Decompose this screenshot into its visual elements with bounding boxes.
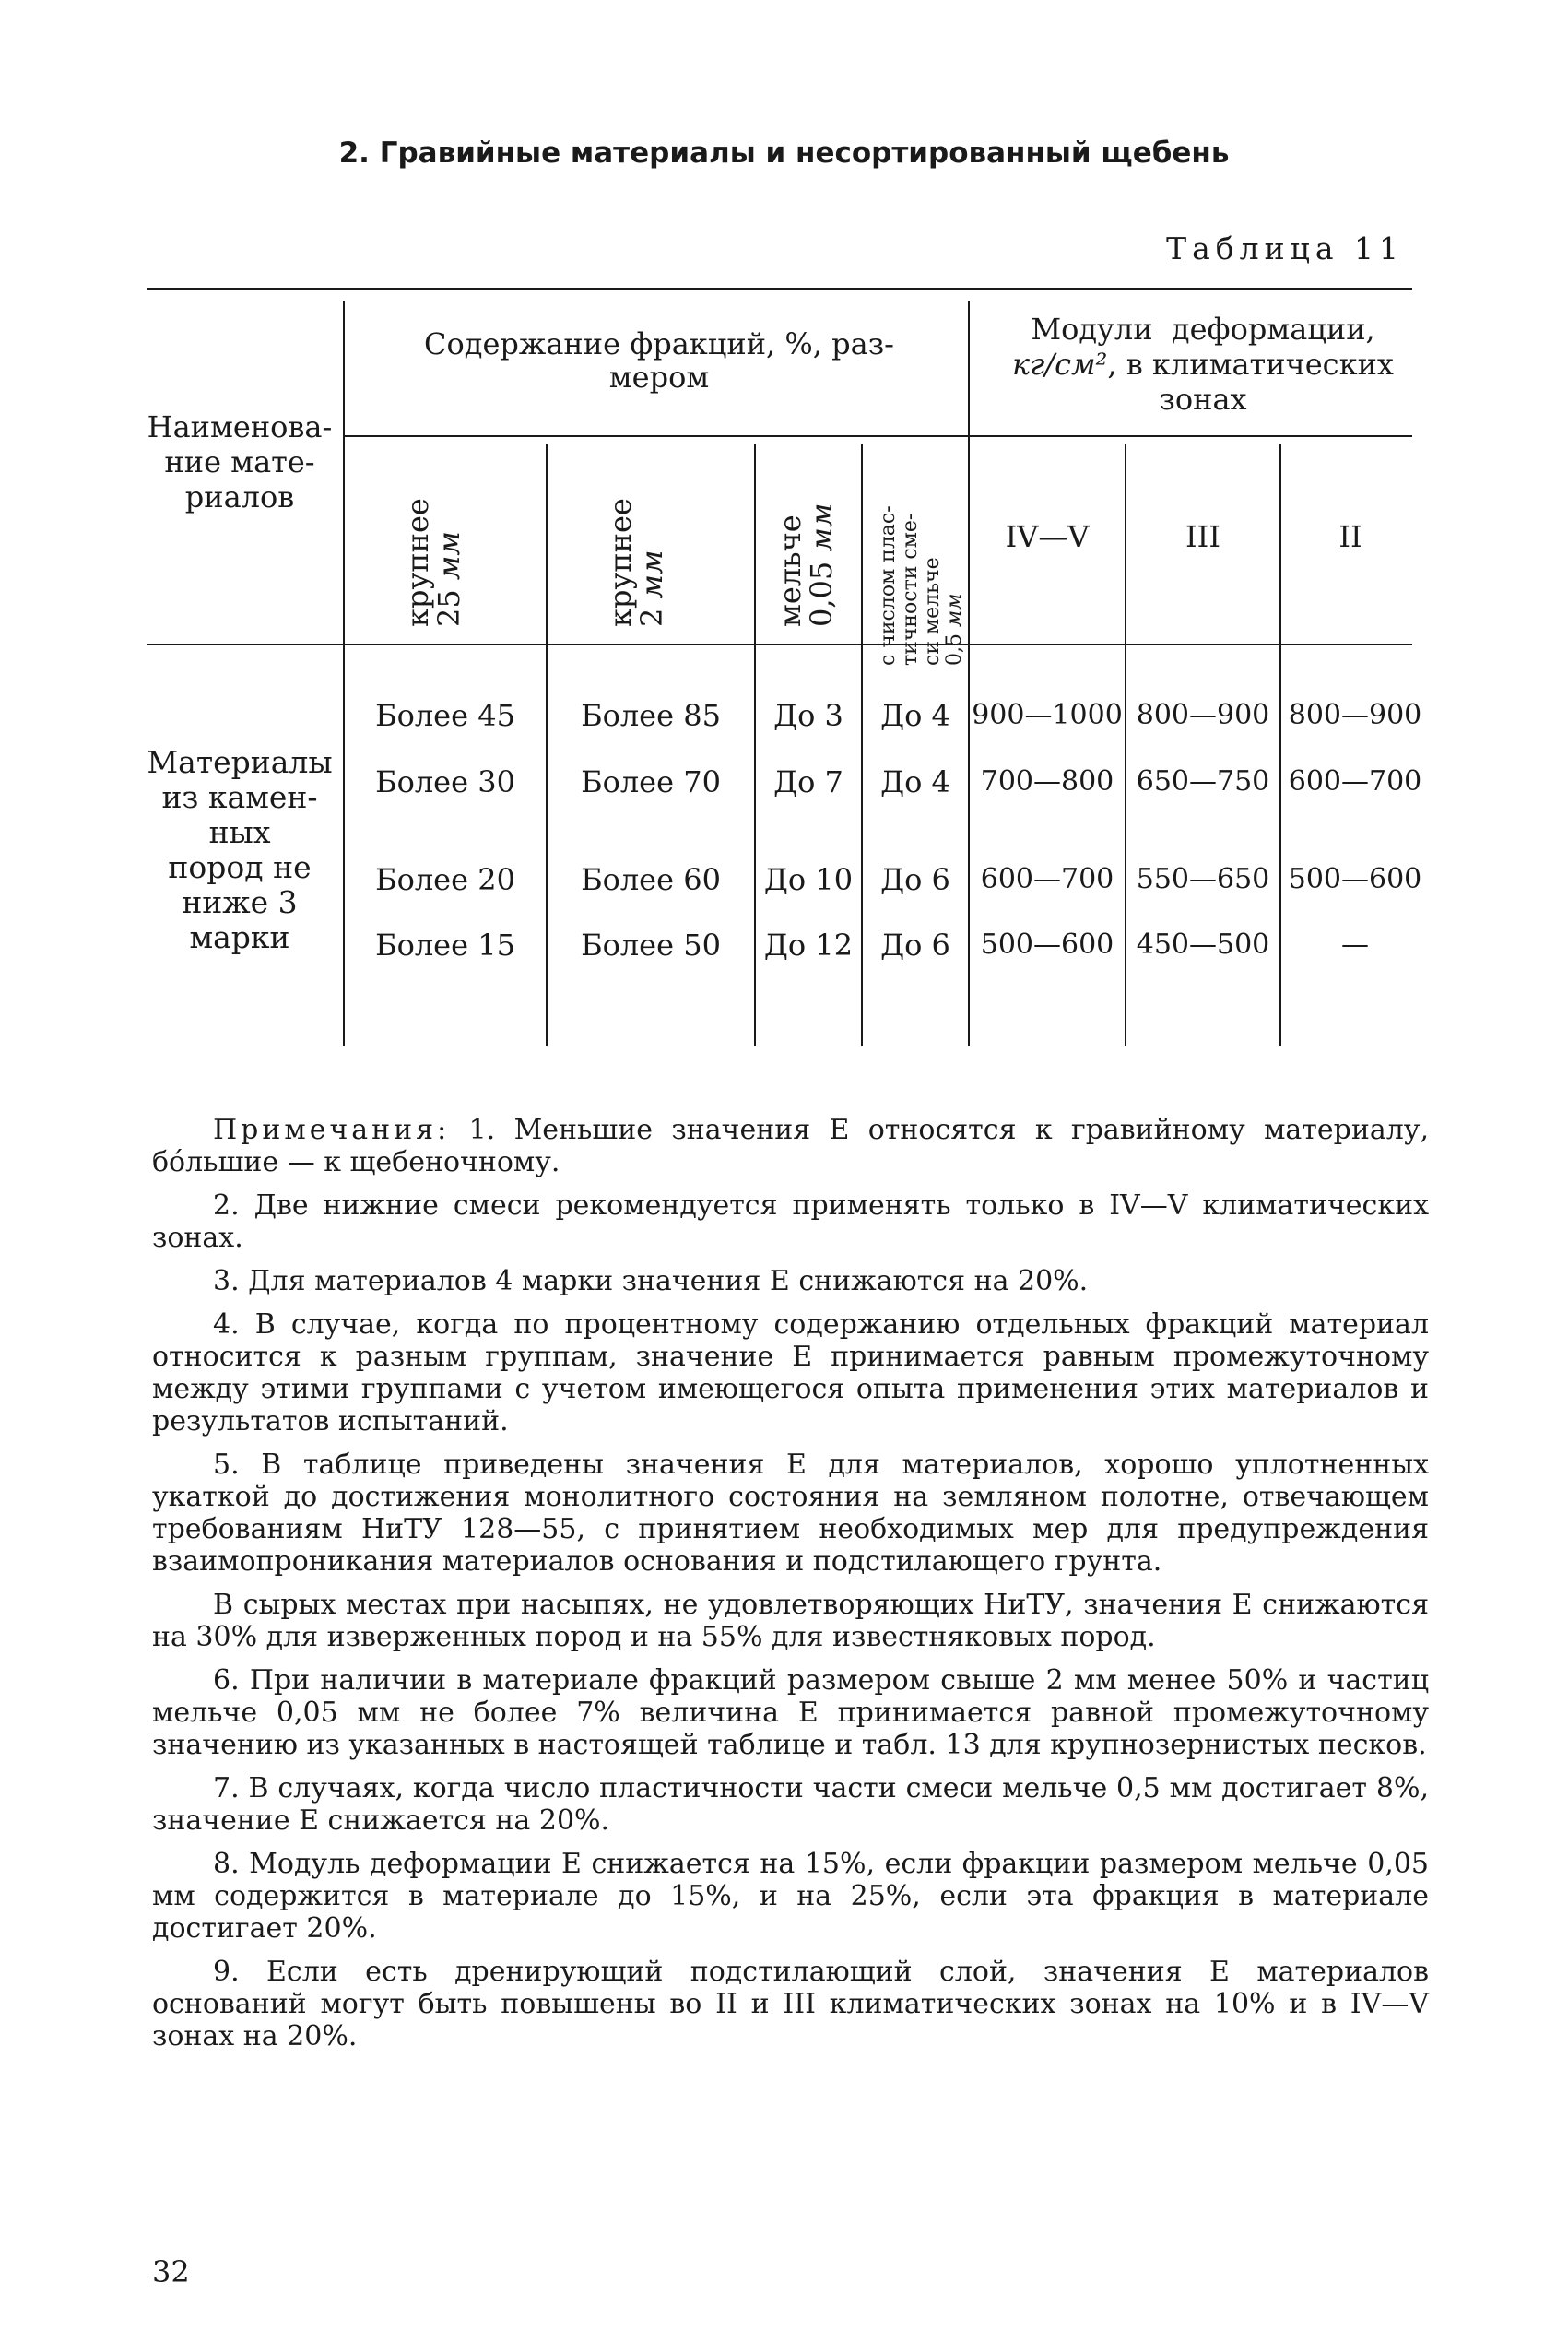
cell-finer-005: До 3 bbox=[773, 698, 843, 733]
note-1 bbox=[152, 1114, 1429, 1178]
notes-lead: Примечания: bbox=[213, 1114, 451, 1146]
cell-plasticity: До 6 bbox=[880, 928, 950, 963]
cell-coarser-2: Более 60 bbox=[581, 862, 721, 897]
cell-coarser-2: Более 70 bbox=[581, 764, 721, 799]
notes-block bbox=[152, 1114, 1429, 2064]
note-2: 2. Две нижние смеси рекомендуется применять только в IV—V климатических зонах. bbox=[152, 1189, 1429, 1254]
header-zone-ii: II bbox=[1338, 519, 1362, 554]
note-8: 8. Модуль деформации E снижается на 15%, если фракции размером мельче 0,05 мм содержится в материале до 15%, и на 25%, если эта фракция в материале достигает 20%. bbox=[152, 1848, 1429, 1945]
cell-plasticity: До 4 bbox=[880, 764, 950, 799]
cell-finer-005: До 12 bbox=[763, 928, 854, 963]
cell-zone-ii: 600—700 bbox=[1288, 765, 1422, 798]
cell-zone-ii: 800—900 bbox=[1288, 699, 1422, 731]
cell-coarser-25: Более 45 bbox=[375, 698, 515, 733]
cell-coarser-25: Более 20 bbox=[375, 862, 515, 897]
cell-finer-005: До 7 bbox=[773, 764, 843, 799]
note-5b: В сырых местах при насыпях, не удовлетворяющих НиТУ, значения E снижаются на 30% для изверженных пород и на 55% для известняковых пород. bbox=[152, 1589, 1429, 1653]
cell-zone-ii: — bbox=[1341, 928, 1369, 961]
header-mid-rule bbox=[343, 435, 1412, 437]
header-moduli: Модули деформации, кг/см², в климатических зонах bbox=[1012, 312, 1394, 417]
page-number: 32 bbox=[152, 2254, 190, 2289]
cell-zone-iv-v: 500—600 bbox=[980, 928, 1114, 961]
cell-zone-iii: 450—500 bbox=[1136, 928, 1270, 961]
header-material-name: Наименова- ние мате- риалов bbox=[147, 409, 333, 514]
header-coarser-2: крупнее 2 мм bbox=[603, 498, 669, 627]
table-label: Таблица 11 bbox=[1166, 231, 1404, 266]
header-bottom-rule bbox=[147, 644, 1412, 645]
header-zone-iv-v: IV—V bbox=[1005, 519, 1090, 554]
cell-coarser-2: Более 50 bbox=[581, 928, 721, 963]
cell-plasticity: До 4 bbox=[880, 698, 950, 733]
cell-zone-ii: 500—600 bbox=[1288, 863, 1422, 895]
note-1-text: 1. Меньшие значения E относятся к гравийному материалу, бо́льшие — к щебеночному. bbox=[152, 1114, 1429, 1178]
cell-coarser-2: Более 85 bbox=[581, 698, 721, 733]
cell-zone-iii: 800—900 bbox=[1136, 699, 1270, 731]
note-3: 3. Для материалов 4 марки значения E снижаются на 20%. bbox=[213, 1265, 1089, 1297]
header-fractions: Содержание фракций, %, раз- мером bbox=[424, 326, 894, 395]
header-finer-005: мельче 0,05 мм bbox=[772, 503, 839, 627]
note-4: 4. В случае, когда по процентному содержанию отдельных фракций материал относится к разным группам, значение E принимается равным промежуточному между этими группами с учетом имеющегося опыта применения этих материалов и результатов испытаний. bbox=[152, 1308, 1429, 1437]
cell-plasticity: До 6 bbox=[880, 862, 950, 897]
cell-zone-iv-v: 600—700 bbox=[980, 863, 1114, 895]
note-6: 6. При наличии в материале фракций размером свыше 2 мм менее 50% и частиц мельче 0,05 мм не более 7% величина E принимается равной промежуточному значению из указанных в настоящей таблице и табл. 13 для крупнозернистых песков. bbox=[152, 1664, 1429, 1761]
note-5: 5. В таблице приведены значения E для материалов, хорошо уплотненных укаткой до достижения монолитного состояния на земляном полотне, отвечающем требованиям НиТУ 128—55, с принятием необходимых мер для предупреждения взаимопроникания материалов основания и подстилающего грунта. bbox=[152, 1449, 1429, 1578]
header-plasticity: с числом плас- тичности сме- си мельче 0,5 мм bbox=[877, 505, 966, 666]
table-top-rule bbox=[147, 288, 1412, 290]
cell-coarser-25: Более 15 bbox=[375, 928, 515, 963]
cell-finer-005: До 10 bbox=[763, 862, 854, 897]
header-zone-iii: III bbox=[1185, 519, 1220, 554]
header-coarser-25: крупнее 25 мм bbox=[400, 498, 466, 627]
cell-zone-iv-v: 700—800 bbox=[980, 765, 1114, 798]
cell-zone-iii: 550—650 bbox=[1136, 863, 1270, 895]
material-name: Материалы из камен- ных пород не ниже 3 марки bbox=[147, 744, 333, 955]
section-title: 2. Гравийные материалы и несортированный щебень bbox=[338, 136, 1230, 170]
note-9: 9. Если есть дренирующий подстилающий слой, значения E материалов оснований могут быть повышены во II и III климатических зонах на 10% и в IV—V зонах на 20%. bbox=[152, 1956, 1429, 2052]
note-7: 7. В случаях, когда число пластичности части смеси мельче 0,5 мм достигает 8%, значение E снижается на 20%. bbox=[152, 1772, 1429, 1837]
cell-coarser-25: Более 30 bbox=[375, 764, 515, 799]
cell-zone-iv-v: 900—1000 bbox=[972, 699, 1123, 731]
cell-zone-iii: 650—750 bbox=[1136, 765, 1270, 798]
